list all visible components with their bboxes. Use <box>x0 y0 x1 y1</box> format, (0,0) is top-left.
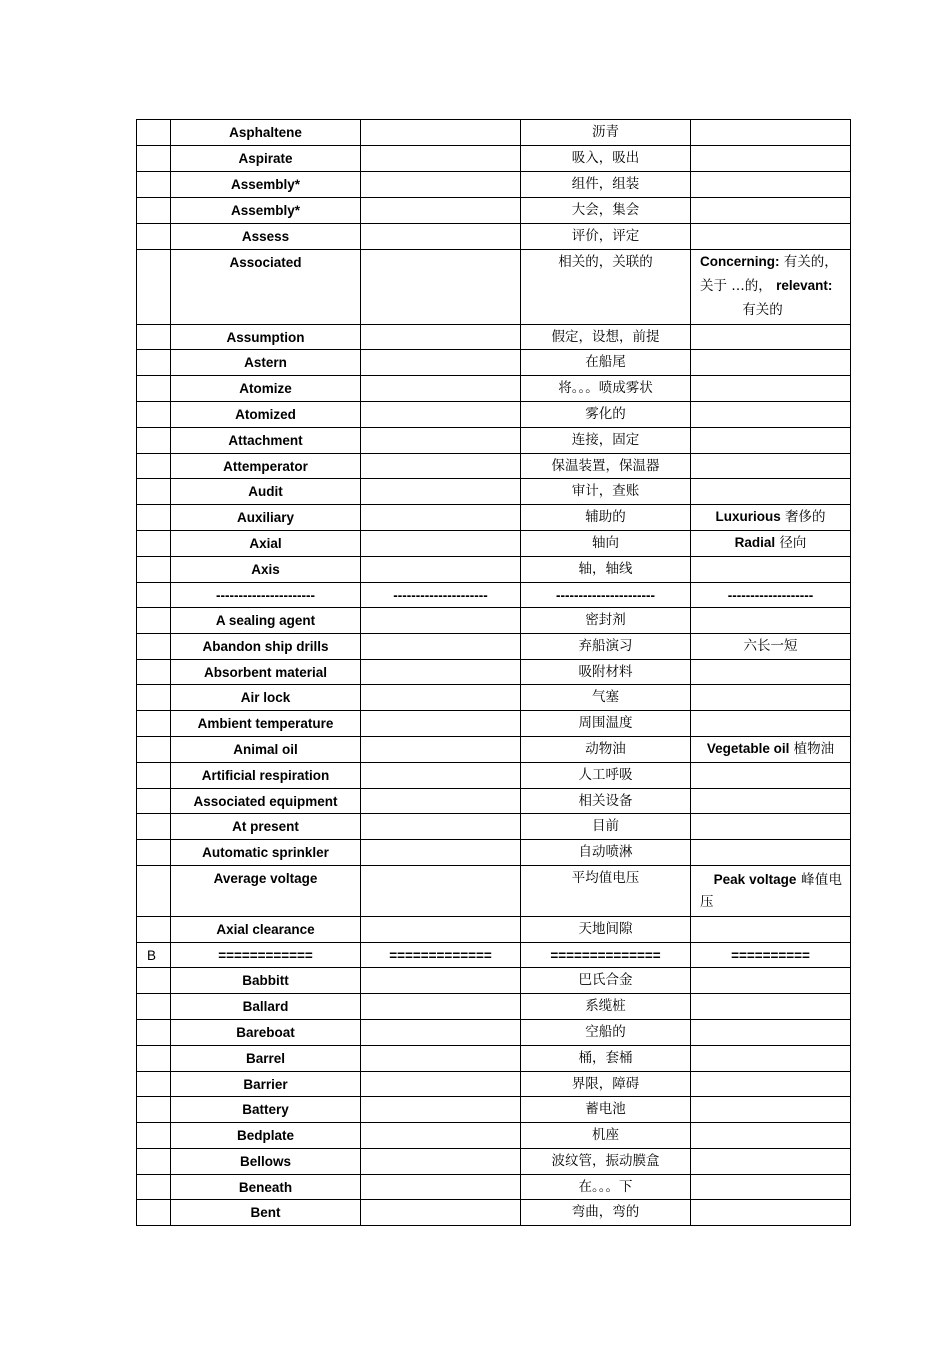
table-row <box>137 917 851 943</box>
note-cell <box>691 968 851 994</box>
blank-cell <box>361 531 521 557</box>
letter-cell <box>137 789 171 814</box>
blank-cell <box>361 376 521 402</box>
note-cell <box>691 402 851 428</box>
letter-cell <box>137 224 171 250</box>
table-row <box>137 325 851 350</box>
note-text: 植物油 <box>789 741 835 757</box>
letter-cell <box>137 1149 171 1175</box>
translation-cell: 平均值电压 <box>521 866 691 917</box>
note-cell <box>691 1097 851 1123</box>
translation-cell: 辅助的 <box>521 505 691 531</box>
letter-cell <box>137 1123 171 1149</box>
term-cell: Attemperator <box>171 454 361 479</box>
note-cell <box>691 505 851 531</box>
translation-cell: 相关的，关联的 <box>521 250 691 325</box>
translation-cell: 将。。。喷成雾状 <box>521 376 691 402</box>
blank-cell <box>361 685 521 711</box>
table-row <box>137 1149 851 1175</box>
translation-cell: 轴向 <box>521 531 691 557</box>
letter-cell <box>137 866 171 917</box>
term-cell: Battery <box>171 1097 361 1123</box>
translation-cell: 波纹管，振动膜盒 <box>521 1149 691 1175</box>
note-cell <box>691 557 851 583</box>
translation-cell: 轴，轴线 <box>521 557 691 583</box>
table-row <box>137 968 851 994</box>
blank-cell <box>361 763 521 789</box>
blank-cell <box>361 198 521 224</box>
translation-cell: 弯曲，弯的 <box>521 1200 691 1226</box>
note-cell <box>691 1175 851 1200</box>
note-cell <box>691 1200 851 1226</box>
note-cell <box>691 660 851 685</box>
table-row <box>137 1097 851 1123</box>
note-text: 峰值电压 <box>700 872 843 910</box>
term-cell: Assumption <box>171 325 361 350</box>
note-cell <box>691 531 851 557</box>
note-term: Vegetable oil <box>706 741 790 756</box>
letter-cell <box>137 763 171 789</box>
translation-cell: 天地间隙 <box>521 917 691 943</box>
blank-cell <box>361 120 521 146</box>
term-cell: Atomize <box>171 376 361 402</box>
table-row <box>137 224 851 250</box>
separator-cell: ========== <box>691 943 851 968</box>
separator-cell: ============= <box>361 943 521 968</box>
translation-cell: 保温装置，保温器 <box>521 454 691 479</box>
term-cell: Absorbent material <box>171 660 361 685</box>
term-cell: Axial <box>171 531 361 557</box>
letter-cell <box>137 505 171 531</box>
table-row <box>137 120 851 146</box>
note-cell <box>691 840 851 866</box>
term-cell: Atomized <box>171 402 361 428</box>
translation-cell: 审计，查账 <box>521 479 691 505</box>
note-cell <box>691 1020 851 1046</box>
term-cell: Attachment <box>171 428 361 454</box>
table-row <box>137 146 851 172</box>
table-row <box>137 250 851 325</box>
table-row <box>137 814 851 840</box>
table-row <box>137 557 851 583</box>
letter-cell <box>137 376 171 402</box>
blank-cell <box>361 917 521 943</box>
table-row <box>137 454 851 479</box>
table-row <box>137 1175 851 1200</box>
letter-cell <box>137 917 171 943</box>
letter-cell <box>137 737 171 763</box>
term-cell: Artificial respiration <box>171 763 361 789</box>
translation-cell: 吸附材料 <box>521 660 691 685</box>
translation-cell: 周围温度 <box>521 711 691 737</box>
note-cell <box>691 325 851 350</box>
translation-cell: 空船的 <box>521 1020 691 1046</box>
blank-cell <box>361 994 521 1020</box>
blank-cell <box>361 1149 521 1175</box>
letter-cell <box>137 608 171 634</box>
translation-cell: 连接，固定 <box>521 428 691 454</box>
note-cell <box>691 917 851 943</box>
term-cell: Aspirate <box>171 146 361 172</box>
blank-cell <box>361 350 521 376</box>
note-cell <box>691 224 851 250</box>
table-row <box>137 350 851 376</box>
letter-cell <box>137 1046 171 1072</box>
note-cell <box>691 454 851 479</box>
term-cell: Assess <box>171 224 361 250</box>
letter-cell <box>137 711 171 737</box>
term-cell: Ambient temperature <box>171 711 361 737</box>
blank-cell <box>361 1020 521 1046</box>
table-row <box>137 1123 851 1149</box>
translation-cell: 密封剂 <box>521 608 691 634</box>
table-row <box>137 402 851 428</box>
table-row <box>137 1046 851 1072</box>
separator-cell: ============ <box>171 943 361 968</box>
note-term: Peak voltage <box>713 872 797 887</box>
blank-cell <box>361 1097 521 1123</box>
letter-cell <box>137 968 171 994</box>
note-cell <box>691 866 851 917</box>
blank-cell <box>361 1046 521 1072</box>
blank-cell <box>361 1123 521 1149</box>
blank-cell <box>361 840 521 866</box>
blank-cell <box>361 1072 521 1097</box>
translation-cell: 在。。。下 <box>521 1175 691 1200</box>
term-cell: Bellows <box>171 1149 361 1175</box>
term-cell: Axis <box>171 557 361 583</box>
term-cell: A sealing agent <box>171 608 361 634</box>
note-term: Radial <box>734 535 776 550</box>
letter-cell <box>137 1020 171 1046</box>
letter-cell <box>137 814 171 840</box>
note-cell <box>691 814 851 840</box>
separator-row <box>137 943 851 968</box>
table-row <box>137 789 851 814</box>
translation-cell: 自动喷淋 <box>521 840 691 866</box>
blank-cell <box>361 172 521 198</box>
table-row <box>137 1020 851 1046</box>
table-row <box>137 1200 851 1226</box>
translation-cell: 蓄电池 <box>521 1097 691 1123</box>
letter-cell <box>137 994 171 1020</box>
separator-cell: --------------------- <box>361 583 521 608</box>
letter-cell <box>137 1072 171 1097</box>
translation-cell: 人工呼吸 <box>521 763 691 789</box>
term-cell: Barrier <box>171 1072 361 1097</box>
letter-cell <box>137 198 171 224</box>
blank-cell <box>361 505 521 531</box>
blank-cell <box>361 968 521 994</box>
letter-cell <box>137 685 171 711</box>
table-row <box>137 711 851 737</box>
term-cell: Associated equipment <box>171 789 361 814</box>
note-cell <box>691 146 851 172</box>
note-term: Concerning: <box>700 254 780 269</box>
letter-cell <box>137 454 171 479</box>
note-cell <box>691 479 851 505</box>
note-cell <box>691 994 851 1020</box>
note-term: relevant: <box>776 278 833 293</box>
blank-cell <box>361 814 521 840</box>
note-cell <box>691 1149 851 1175</box>
translation-cell: 相关设备 <box>521 789 691 814</box>
term-cell: Auxiliary <box>171 505 361 531</box>
note-cell <box>691 789 851 814</box>
letter-cell <box>137 402 171 428</box>
note-cell <box>691 198 851 224</box>
table-row <box>137 198 851 224</box>
letter-cell <box>137 840 171 866</box>
term-cell: Assembly* <box>171 172 361 198</box>
note-cell <box>691 172 851 198</box>
translation-cell: 界限，障碍 <box>521 1072 691 1097</box>
blank-cell <box>361 660 521 685</box>
separator-row <box>137 583 851 608</box>
blank-cell <box>361 479 521 505</box>
translation-cell: 评价，评定 <box>521 224 691 250</box>
table-row <box>137 428 851 454</box>
separator-cell: ============== <box>521 943 691 968</box>
note-cell <box>691 685 851 711</box>
term-cell: Average voltage <box>171 866 361 917</box>
note-cell <box>691 428 851 454</box>
translation-cell: 组件，组装 <box>521 172 691 198</box>
translation-cell: 动物油 <box>521 737 691 763</box>
table-row <box>137 479 851 505</box>
letter-cell: B <box>137 943 171 968</box>
letter-cell <box>137 583 171 608</box>
table-row <box>137 172 851 198</box>
term-cell: Asphaltene <box>171 120 361 146</box>
table-row <box>137 608 851 634</box>
term-cell: Axial clearance <box>171 917 361 943</box>
term-cell: Astern <box>171 350 361 376</box>
letter-cell <box>137 250 171 325</box>
blank-cell <box>361 737 521 763</box>
translation-cell: 机座 <box>521 1123 691 1149</box>
blank-cell <box>361 1200 521 1226</box>
letter-cell <box>137 1175 171 1200</box>
blank-cell <box>361 224 521 250</box>
note-cell <box>691 737 851 763</box>
term-cell: Automatic sprinkler <box>171 840 361 866</box>
translation-cell: 假定，设想，前提 <box>521 325 691 350</box>
table-row <box>137 1072 851 1097</box>
term-cell: Assembly* <box>171 198 361 224</box>
table-row <box>137 994 851 1020</box>
blank-cell <box>361 866 521 917</box>
letter-cell <box>137 557 171 583</box>
separator-cell: ---------------------- <box>521 583 691 608</box>
note-text: 奢侈的 <box>780 509 826 525</box>
glossary-table <box>136 119 851 1226</box>
translation-cell: 沥青 <box>521 120 691 146</box>
letter-cell <box>137 350 171 376</box>
table-row <box>137 531 851 557</box>
note-text: 径向 <box>775 535 807 551</box>
translation-cell: 大会，集会 <box>521 198 691 224</box>
blank-cell <box>361 250 521 325</box>
blank-cell <box>361 454 521 479</box>
note-cell <box>691 1046 851 1072</box>
table-row <box>137 376 851 402</box>
blank-cell <box>361 608 521 634</box>
translation-cell: 目前 <box>521 814 691 840</box>
blank-cell <box>361 634 521 660</box>
note-cell <box>691 711 851 737</box>
table-row <box>137 866 851 917</box>
note-term: Luxurious <box>715 509 781 524</box>
note-cell <box>691 763 851 789</box>
blank-cell <box>361 325 521 350</box>
blank-cell <box>361 146 521 172</box>
letter-cell <box>137 1097 171 1123</box>
note-cell <box>691 376 851 402</box>
table-row <box>137 660 851 685</box>
note-text: 有关的 <box>738 302 783 318</box>
blank-cell <box>361 789 521 814</box>
term-cell: Abandon ship drills <box>171 634 361 660</box>
blank-cell <box>361 402 521 428</box>
note-cell <box>691 350 851 376</box>
term-cell: Bent <box>171 1200 361 1226</box>
translation-cell: 巴氏合金 <box>521 968 691 994</box>
table-row <box>137 685 851 711</box>
note-cell <box>691 1123 851 1149</box>
blank-cell <box>361 428 521 454</box>
letter-cell <box>137 146 171 172</box>
blank-cell <box>361 1175 521 1200</box>
translation-cell: 桶，套桶 <box>521 1046 691 1072</box>
term-cell: Bareboat <box>171 1020 361 1046</box>
separator-cell: ------------------- <box>691 583 851 608</box>
table-row <box>137 634 851 660</box>
term-cell: Associated <box>171 250 361 325</box>
term-cell: Babbitt <box>171 968 361 994</box>
translation-cell: 气塞 <box>521 685 691 711</box>
note-cell <box>691 250 851 325</box>
letter-cell <box>137 120 171 146</box>
letter-cell <box>137 428 171 454</box>
note-cell <box>691 608 851 634</box>
translation-cell: 雾化的 <box>521 402 691 428</box>
term-cell: Audit <box>171 479 361 505</box>
letter-cell <box>137 172 171 198</box>
translation-cell: 系缆桩 <box>521 994 691 1020</box>
letter-cell <box>137 325 171 350</box>
term-cell: Ballard <box>171 994 361 1020</box>
term-cell: At present <box>171 814 361 840</box>
translation-cell: 弃船演习 <box>521 634 691 660</box>
letter-cell <box>137 660 171 685</box>
table-row <box>137 505 851 531</box>
table-row <box>137 737 851 763</box>
table-row <box>137 840 851 866</box>
note-text: 有关的，关于 …的， <box>700 254 838 294</box>
note-cell <box>691 120 851 146</box>
term-cell: Barrel <box>171 1046 361 1072</box>
term-cell: Air lock <box>171 685 361 711</box>
note-cell <box>691 1072 851 1097</box>
letter-cell <box>137 479 171 505</box>
translation-cell: 在船尾 <box>521 350 691 376</box>
blank-cell <box>361 711 521 737</box>
separator-cell: ---------------------- <box>171 583 361 608</box>
letter-cell <box>137 1200 171 1226</box>
term-cell: Beneath <box>171 1175 361 1200</box>
translation-cell: 吸入，吸出 <box>521 146 691 172</box>
table-row <box>137 763 851 789</box>
term-cell: Bedplate <box>171 1123 361 1149</box>
letter-cell <box>137 634 171 660</box>
note-cell: 六长一短 <box>691 634 851 660</box>
letter-cell <box>137 531 171 557</box>
blank-cell <box>361 557 521 583</box>
term-cell: Animal oil <box>171 737 361 763</box>
